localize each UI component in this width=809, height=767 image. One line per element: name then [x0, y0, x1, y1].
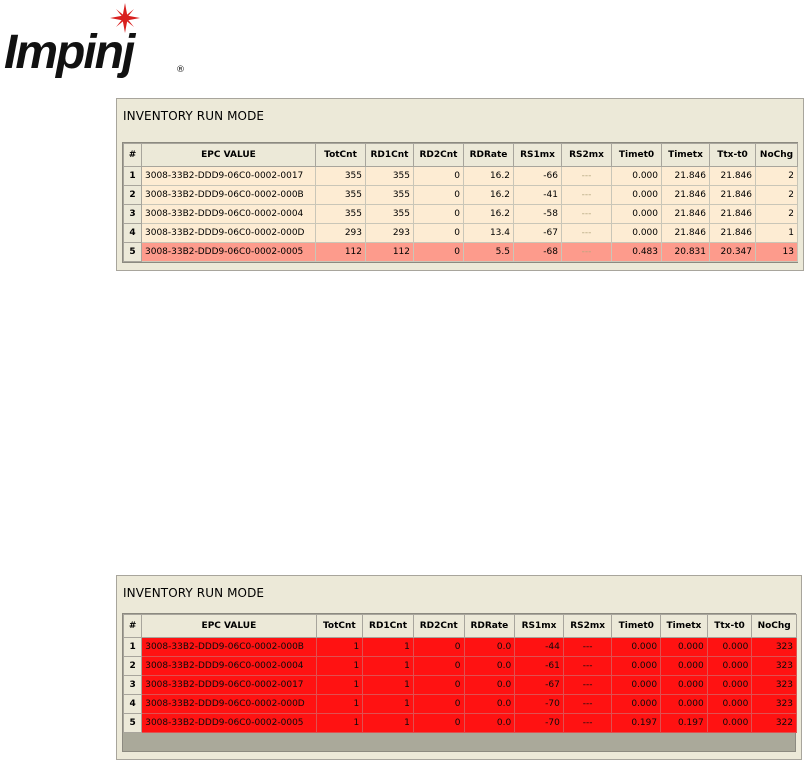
table-row[interactable] [124, 167, 798, 186]
cell-epc-value: 3008-33B2-DDD9-06C0-0002-000B [142, 186, 316, 205]
panel-title: INVENTORY RUN MODE [123, 109, 265, 123]
table-row[interactable] [124, 243, 798, 262]
cell-epc-value: 3008-33B2-DDD9-06C0-0002-0004 [142, 657, 316, 676]
cell-row-number: 4 [124, 224, 142, 243]
cell-timetx: 0.000 [661, 676, 708, 695]
cell-nochg: 323 [752, 676, 797, 695]
cell-rd2cnt: 0 [414, 167, 464, 186]
inventory-panel-2 [116, 575, 802, 760]
column-header-rs1mx[interactable]: RS1mx [515, 615, 564, 638]
column-header-rd1cnt[interactable]: RD1Cnt [363, 615, 414, 638]
cell-rdrate: 0.0 [464, 638, 515, 657]
cell-nochg: 2 [756, 205, 798, 224]
column-header-epc-value[interactable]: EPC VALUE [142, 144, 316, 167]
cell-epc-value: 3008-33B2-DDD9-06C0-0002-0005 [142, 714, 316, 733]
registered-mark: ® [176, 65, 185, 75]
cell-rd1cnt: 1 [363, 714, 414, 733]
cell-rdrate: 0.0 [464, 657, 515, 676]
inventory-table [123, 143, 798, 262]
cell-timet0: 0.197 [612, 714, 661, 733]
column-header-timetx[interactable]: Timetx [661, 615, 708, 638]
cell-rs1mx: -61 [515, 657, 564, 676]
cell-rd2cnt: 0 [413, 638, 464, 657]
cell-row-number: 2 [124, 657, 142, 676]
cell-rd1cnt: 1 [363, 676, 414, 695]
cell-rs2mx: --- [563, 695, 612, 714]
cell-timet0: 0.000 [612, 676, 661, 695]
cell-timetx: 21.846 [662, 224, 710, 243]
cell-rdrate: 0.0 [464, 676, 515, 695]
cell-rd1cnt: 355 [366, 167, 414, 186]
column-header-ttx-t0[interactable]: Ttx-t0 [710, 144, 756, 167]
cell-epc-value: 3008-33B2-DDD9-06C0-0002-000D [142, 224, 316, 243]
cell-rdrate: 16.2 [464, 186, 514, 205]
inventory-table [123, 614, 797, 733]
column-header-rd2cnt[interactable]: RD2Cnt [413, 615, 464, 638]
cell-row-number: 3 [124, 676, 142, 695]
cell-rs1mx: -67 [515, 676, 564, 695]
cell-ttx-t0: 0.000 [707, 695, 752, 714]
cell-nochg: 2 [756, 167, 798, 186]
inventory-grid [122, 142, 798, 263]
logo-graphic [4, 2, 194, 82]
cell-totcnt: 355 [316, 186, 366, 205]
cell-nochg: 323 [752, 638, 797, 657]
cell-timet0: 0.000 [612, 167, 662, 186]
table-row[interactable] [124, 657, 797, 676]
cell-totcnt: 112 [316, 243, 366, 262]
cell-nochg: 323 [752, 695, 797, 714]
inventory-grid [122, 613, 796, 752]
cell-rs1mx: -44 [515, 638, 564, 657]
cell-nochg: 1 [756, 224, 798, 243]
cell-timetx: 0.197 [661, 714, 708, 733]
column-header-row-number[interactable]: # [124, 615, 142, 638]
column-header-rdrate[interactable]: RDRate [464, 615, 515, 638]
cell-ttx-t0: 21.846 [710, 167, 756, 186]
cell-timet0: 0.000 [612, 205, 662, 224]
cell-rs1mx: -70 [515, 714, 564, 733]
cell-epc-value: 3008-33B2-DDD9-06C0-0002-0004 [142, 205, 316, 224]
cell-rs1mx: -66 [514, 167, 562, 186]
cell-rd2cnt: 0 [413, 695, 464, 714]
cell-rs2mx: --- [562, 224, 612, 243]
cell-rs1mx: -67 [514, 224, 562, 243]
column-header-rs2mx[interactable]: RS2mx [563, 615, 612, 638]
column-header-totcnt[interactable]: TotCnt [316, 144, 366, 167]
header-row [124, 144, 798, 167]
header-row [124, 615, 797, 638]
cell-rs1mx: -41 [514, 186, 562, 205]
cell-nochg: 13 [756, 243, 798, 262]
cell-row-number: 1 [124, 638, 142, 657]
cell-timet0: 0.000 [612, 186, 662, 205]
cell-rd2cnt: 0 [413, 676, 464, 695]
cell-timetx: 20.831 [662, 243, 710, 262]
cell-rs2mx: --- [562, 205, 612, 224]
cell-nochg: 322 [752, 714, 797, 733]
cell-rd2cnt: 0 [413, 714, 464, 733]
cell-rs2mx: --- [563, 657, 612, 676]
cell-rd1cnt: 1 [363, 638, 414, 657]
cell-epc-value: 3008-33B2-DDD9-06C0-0002-0005 [142, 243, 316, 262]
cell-rdrate: 0.0 [464, 695, 515, 714]
column-header-totcnt[interactable]: TotCnt [316, 615, 363, 638]
cell-ttx-t0: 21.846 [710, 205, 756, 224]
cell-rs2mx: --- [562, 167, 612, 186]
cell-rd1cnt: 355 [366, 186, 414, 205]
cell-timetx: 21.846 [662, 205, 710, 224]
table-row[interactable] [124, 714, 797, 733]
column-header-timet0[interactable]: Timet0 [612, 144, 662, 167]
column-header-rd2cnt[interactable]: RD2Cnt [414, 144, 464, 167]
inventory-panel-1 [116, 98, 804, 271]
cell-row-number: 5 [124, 243, 142, 262]
cell-rs1mx: -70 [515, 695, 564, 714]
cell-rdrate: 5.5 [464, 243, 514, 262]
cell-nochg: 2 [756, 186, 798, 205]
cell-ttx-t0: 20.347 [710, 243, 756, 262]
column-header-row-number[interactable]: # [124, 144, 142, 167]
impinj-logo [4, 2, 194, 82]
cell-epc-value: 3008-33B2-DDD9-06C0-0002-000D [142, 695, 316, 714]
column-header-nochg[interactable]: NoChg [756, 144, 798, 167]
column-header-rd1cnt[interactable]: RD1Cnt [366, 144, 414, 167]
cell-rd2cnt: 0 [413, 657, 464, 676]
cell-epc-value: 3008-33B2-DDD9-06C0-0002-000B [142, 638, 316, 657]
cell-rdrate: 0.0 [464, 714, 515, 733]
cell-rdrate: 13.4 [464, 224, 514, 243]
cell-rd2cnt: 0 [414, 205, 464, 224]
cell-rd2cnt: 0 [414, 186, 464, 205]
cell-rd1cnt: 1 [363, 657, 414, 676]
cell-timet0: 0.000 [612, 695, 661, 714]
table-row[interactable] [124, 695, 797, 714]
cell-ttx-t0: 0.000 [707, 657, 752, 676]
cell-rd1cnt: 112 [366, 243, 414, 262]
column-header-timet0[interactable]: Timet0 [612, 615, 661, 638]
cell-totcnt: 1 [316, 695, 363, 714]
cell-totcnt: 1 [316, 714, 363, 733]
cell-totcnt: 355 [316, 205, 366, 224]
table-row[interactable] [124, 676, 797, 695]
cell-epc-value: 3008-33B2-DDD9-06C0-0002-0017 [142, 167, 316, 186]
cell-totcnt: 1 [316, 657, 363, 676]
cell-rs1mx: -68 [514, 243, 562, 262]
cell-rs1mx: -58 [514, 205, 562, 224]
panel-title: INVENTORY RUN MODE [123, 586, 265, 600]
column-header-rs1mx[interactable]: RS1mx [514, 144, 562, 167]
cell-timet0: 0.000 [612, 224, 662, 243]
logo-wordmark: Impinj [4, 26, 134, 79]
table-row[interactable] [124, 186, 798, 205]
table-row[interactable] [124, 638, 797, 657]
cell-rs2mx: --- [562, 243, 612, 262]
cell-totcnt: 1 [316, 676, 363, 695]
cell-ttx-t0: 0.000 [707, 676, 752, 695]
cell-row-number: 4 [124, 695, 142, 714]
cell-rd2cnt: 0 [414, 224, 464, 243]
column-header-rs2mx[interactable]: RS2mx [562, 144, 612, 167]
cell-totcnt: 1 [316, 638, 363, 657]
cell-row-number: 1 [124, 167, 142, 186]
cell-timet0: 0.000 [612, 638, 661, 657]
cell-ttx-t0: 0.000 [707, 638, 752, 657]
cell-totcnt: 355 [316, 167, 366, 186]
cell-timetx: 0.000 [661, 657, 708, 676]
cell-timetx: 0.000 [661, 695, 708, 714]
table-row[interactable] [124, 205, 798, 224]
cell-rs2mx: --- [563, 638, 612, 657]
cell-rs2mx: --- [563, 714, 612, 733]
cell-timet0: 0.000 [612, 657, 661, 676]
cell-timetx: 21.846 [662, 186, 710, 205]
cell-ttx-t0: 0.000 [707, 714, 752, 733]
cell-ttx-t0: 21.846 [710, 186, 756, 205]
cell-row-number: 5 [124, 714, 142, 733]
column-header-nochg[interactable]: NoChg [752, 615, 797, 638]
cell-rd1cnt: 1 [363, 695, 414, 714]
cell-nochg: 323 [752, 657, 797, 676]
cell-totcnt: 293 [316, 224, 366, 243]
cell-timetx: 0.000 [661, 638, 708, 657]
column-header-timetx[interactable]: Timetx [662, 144, 710, 167]
cell-rd2cnt: 0 [414, 243, 464, 262]
cell-rd1cnt: 293 [366, 224, 414, 243]
cell-rd1cnt: 355 [366, 205, 414, 224]
cell-rs2mx: --- [563, 676, 612, 695]
cell-ttx-t0: 21.846 [710, 224, 756, 243]
column-header-rdrate[interactable]: RDRate [464, 144, 514, 167]
table-row[interactable] [124, 224, 798, 243]
cell-epc-value: 3008-33B2-DDD9-06C0-0002-0017 [142, 676, 316, 695]
cell-row-number: 3 [124, 205, 142, 224]
column-header-epc-value[interactable]: EPC VALUE [142, 615, 316, 638]
cell-rs2mx: --- [562, 186, 612, 205]
cell-timetx: 21.846 [662, 167, 710, 186]
column-header-ttx-t0[interactable]: Ttx-t0 [707, 615, 752, 638]
cell-rdrate: 16.2 [464, 205, 514, 224]
cell-timet0: 0.483 [612, 243, 662, 262]
cell-row-number: 2 [124, 186, 142, 205]
cell-rdrate: 16.2 [464, 167, 514, 186]
